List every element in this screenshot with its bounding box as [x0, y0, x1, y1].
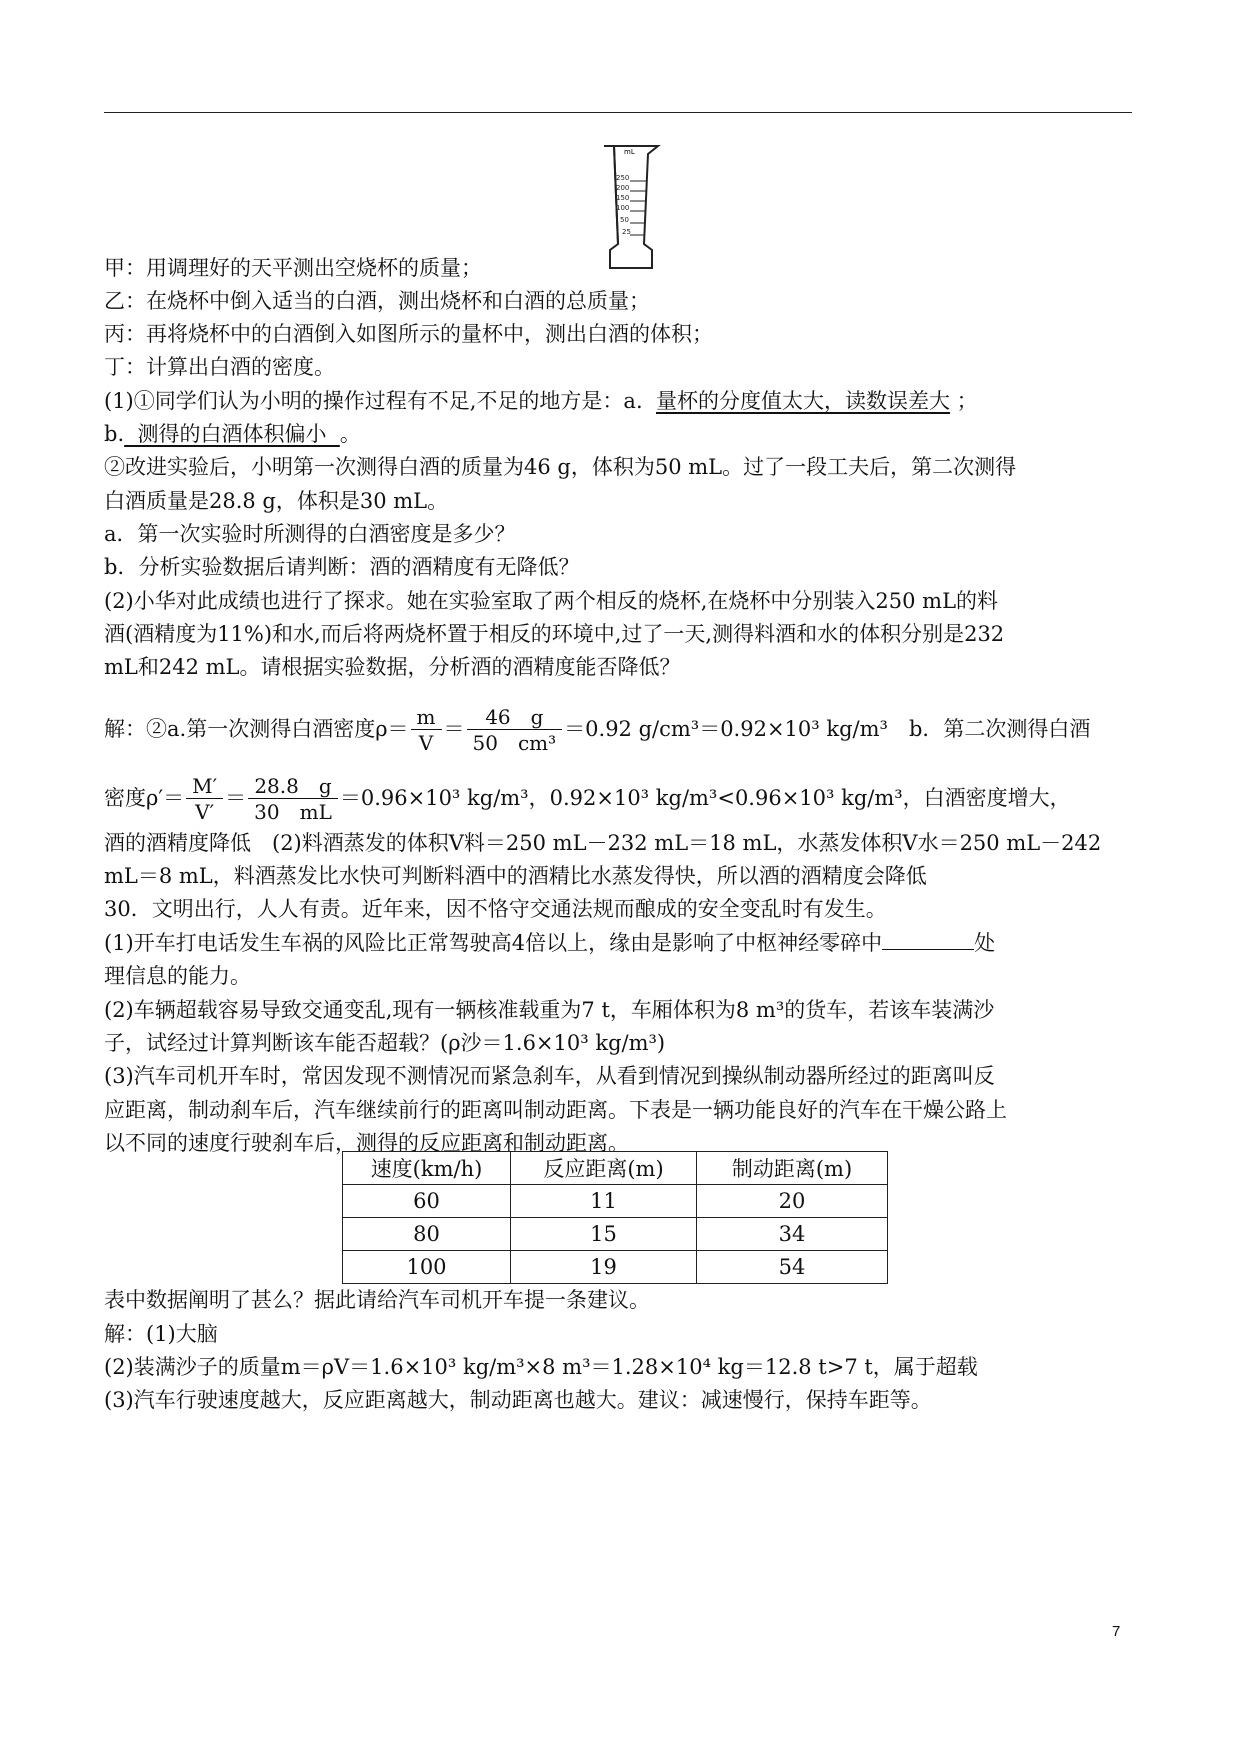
q1-line2 [104, 420, 361, 448]
cup-tick: 250 [616, 174, 630, 182]
table-cell: 34 [697, 1218, 888, 1251]
sol1-a-pre: 解：②a.第一次测得白酒密度ρ＝ [104, 717, 409, 741]
equals: ＝ [225, 786, 247, 810]
q1-question-a: a．第一次实验时所测得的白酒密度是多少？ [104, 522, 516, 546]
frac-den: V [418, 731, 434, 755]
measuring-cup-figure [600, 140, 662, 270]
fraction-46-over-50 [467, 705, 563, 756]
q1-line1 [104, 387, 978, 415]
fraction-28.8-over-30 [248, 774, 338, 825]
header-rule [104, 112, 1132, 113]
q30-part3-line3: 以不同的速度行驶刹车后，测得的反应距离和制动距离。 [104, 1131, 629, 1155]
table-cell: 80 [343, 1218, 511, 1251]
frac-num: 46 g [467, 705, 563, 730]
sol1-b-post: ＝0.96×10³ kg/m³，0.92×10³ kg/m³<0.96×10³ kg/m³，白酒密度增大， [339, 786, 1071, 810]
q1-question-b: b．分析实验数据后请判断：酒的酒精度有无降低？ [104, 555, 580, 579]
step-bing: 丙：再将烧杯中的白酒倒入如图所示的量杯中，测出白酒的体积； [104, 322, 713, 346]
step-ding: 丁：计算出白酒的密度。 [104, 355, 335, 379]
frac-den: V′ [195, 800, 215, 824]
cup-tick: 100 [616, 204, 630, 212]
solution2-line1: 解：(1)大脑 [104, 1322, 218, 1346]
solution1-line1 [104, 705, 1090, 756]
q30-part1-line2: 理信息的能力。 [104, 964, 251, 988]
cup-tick: 150 [616, 194, 630, 202]
q2-line1: (2)小华对此成绩也进行了探求。她在实验室取了两个相反的烧杯,在烧杯中分别装入250 mL的料 [104, 589, 999, 613]
step-yi: 乙：在烧杯中倒入适当的白酒，测出烧杯和白酒的总质量； [104, 289, 650, 313]
table-header-row [343, 1152, 888, 1185]
sol1-a-post: ＝0.92 g/cm³＝0.92×10³ kg/m³ b．第二次测得白酒 [564, 717, 1091, 741]
table-cell: 15 [511, 1218, 697, 1251]
q1-sep: ； [956, 389, 978, 413]
solution1-line3: 酒的酒精度降低 (2)料酒蒸发的体积V料＝250 mL－232 mL＝18 mL，水蒸发体积V水＝250 mL－242 [104, 831, 1102, 855]
page-number: 7 [1112, 1623, 1121, 1640]
q30-p1-pre: (1)开车打电话发生车祸的风险比正常驾驶高4倍以上，缘由是影响了中枢神经零碎中 [104, 931, 883, 955]
table-cell: 54 [697, 1251, 888, 1284]
frac-den: 30 mL [254, 800, 332, 824]
solution1-line4: mL＝8 mL，料酒蒸发比水快可判断料酒中的酒精比水蒸发得快，所以酒的酒精度会降低 [104, 864, 927, 888]
q1-answer-b: 测得的白酒体积偏小 [137, 422, 327, 446]
speed-distance-table [342, 1151, 888, 1284]
cup-tick: 25 [622, 228, 631, 236]
q1-prefix: (1)①同学们认为小明的操作过程有不足,不足的地方是：a. [104, 389, 643, 413]
after-table-question: 表中数据阐明了甚么？据此请给汽车司机开车提一条建议。 [104, 1288, 650, 1312]
q2-line2: 酒(酒精度为11%)和水,而后将两烧杯置于相反的环境中,过了一天,测得料酒和水的体积分别是232 [104, 622, 1005, 646]
cup-tick: 200 [616, 184, 630, 192]
q30-part2-line1: (2)车辆超载容易导致交通变乱,现有一辆核准载重为7 t，车厢体积为8 m³的货车，若该车装满沙 [104, 998, 995, 1022]
table-cell: 19 [511, 1251, 697, 1284]
q30-part1-line1 [104, 929, 995, 957]
table-cell: 20 [697, 1185, 888, 1218]
table-header: 速度(km/h) [343, 1152, 511, 1185]
table-row [343, 1218, 888, 1251]
answer-blank [882, 931, 974, 950]
q30-part3-line1: (3)汽车司机开车时，常因发现不测情况而紧急刹车，从看到情况到操纵制动器所经过的距离叫反 [104, 1064, 995, 1088]
q30-p1-post: 处 [974, 931, 996, 955]
q1-end-b: 。 [339, 422, 361, 446]
fraction-m-prime-over-v-prime [186, 774, 223, 825]
frac-num: 28.8 g [248, 774, 338, 799]
cup-tick: 50 [620, 216, 629, 224]
equals: ＝ [443, 717, 465, 741]
q2-line3: mL和242 mL。请根据实验数据，分析酒的酒精度能否降低？ [104, 655, 681, 679]
frac-num: m [411, 705, 442, 730]
table-cell: 100 [343, 1251, 511, 1284]
q1-part2-line1: ②改进实验后，小明第一次测得白酒的质量为46 g，体积为50 mL。过了一段工夫后，第二次测得 [104, 455, 1017, 479]
fraction-m-over-v [411, 705, 442, 756]
q30-part3-line2: 应距离，制动刹车后，汽车继续前行的距离叫制动距离。下表是一辆功能良好的汽车在干燥公路上 [104, 1098, 1007, 1122]
step-jia: 甲：用调理好的天平测出空烧杯的质量； [104, 256, 482, 280]
table-row [343, 1251, 888, 1284]
table-cell: 60 [343, 1185, 511, 1218]
q1-part2-line2: 白酒质量是28.8 g，体积是30 mL。 [104, 489, 449, 513]
frac-num: M′ [186, 774, 223, 799]
q30-title: 30．文明出行，人人有责。近年来，因不恪守交通法规而酿成的安全变乱时有发生。 [104, 897, 887, 921]
solution1-line2 [104, 774, 1071, 825]
solution2-line2: (2)装满沙子的质量m＝ρV＝1.6×10³ kg/m³×8 m³＝1.28×10⁴ kg＝12.8 t>7 t，属于超载 [104, 1355, 978, 1379]
table-cell: 11 [511, 1185, 697, 1218]
table-header: 制动距离(m) [697, 1152, 888, 1185]
q30-part2-line2: 子，试经过计算判断该车能否超载？(ρ沙＝1.6×10³ kg/m³) [104, 1031, 666, 1055]
cup-unit: mL [624, 148, 635, 156]
q1-prefix-b: b. [104, 422, 125, 446]
q1-answer-a: 量杯的分度值太大，读数误差大 [655, 389, 950, 413]
frac-den: 50 cm³ [472, 731, 557, 755]
solution2-line3: (3)汽车行驶速度越大，反应距离越大，制动距离也越大。建议：减速慢行，保持车距等。 [104, 1388, 932, 1412]
table-header: 反应距离(m) [511, 1152, 697, 1185]
sol1-b-pre: 密度ρ′＝ [104, 786, 185, 810]
table-row [343, 1185, 888, 1218]
